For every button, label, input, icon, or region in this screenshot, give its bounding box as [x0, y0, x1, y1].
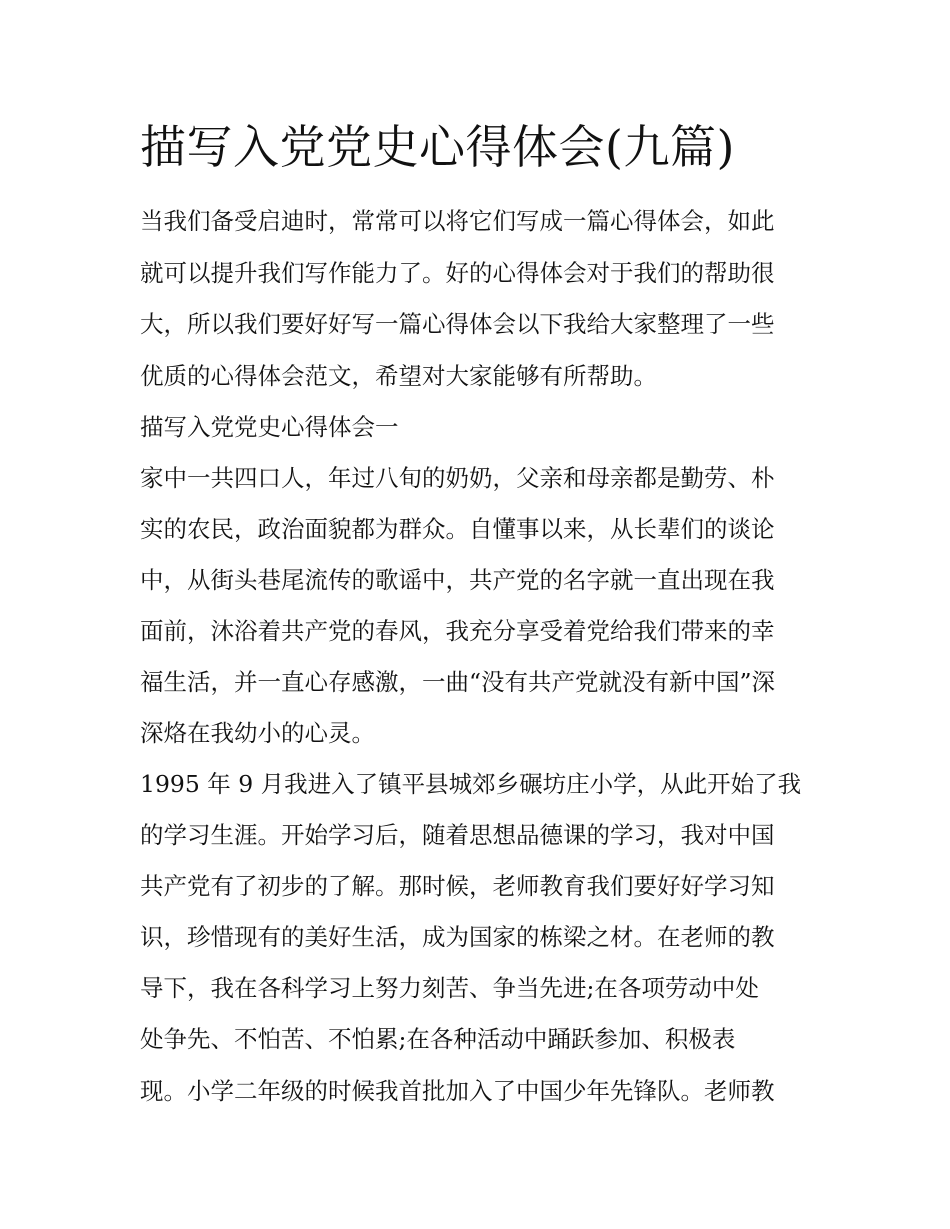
text-line: 识，珍惜现有的美好生活，成为国家的栋梁之材。在老师的教	[140, 923, 775, 951]
text-line: 现。小学二年级的时候我首批加入了中国少年先锋队。老师教	[140, 1077, 775, 1105]
text-line: 当我们备受启迪时，常常可以将它们写成一篇心得体会，如此	[140, 207, 775, 235]
text-line: 就可以提升我们写作能力了。好的心得体会对于我们的帮助很	[140, 259, 775, 287]
text-line: 深烙在我幼小的心灵。	[140, 719, 375, 747]
section-heading: 描写入党党史心得体会一	[140, 413, 399, 441]
text-line: 中，从街头巷尾流传的歌谣中，共产党的名字就一直出现在我	[140, 566, 775, 594]
text-line: 共产党有了初步的了解。那时候，老师教育我们要好好学习知	[140, 872, 775, 900]
text-line: 1995 年 9 月我进入了镇平县城郊乡碾坊庄小学，从此开始了我	[140, 770, 802, 798]
text-line: 的学习生涯。开始学习后，随着思想品德课的学习，我对中国	[140, 821, 775, 849]
text-line: 导下，我在各科学习上努力刻苦、争当先进;在各项劳动中处	[140, 974, 759, 1002]
text-line: 家中一共四口人，年过八旬的奶奶，父亲和母亲都是勤劳、朴	[140, 464, 775, 492]
text-line: 优质的心得体会范文，希望对大家能够有所帮助。	[140, 362, 657, 390]
text-line: 大，所以我们要好好写一篇心得体会以下我给大家整理了一些	[140, 310, 775, 338]
text-line: 处争先、不怕苦、不怕累;在各种活动中踊跃参加、积极表	[140, 1025, 736, 1053]
text-line: 福生活，并一直心存感激，一曲“没有共产党就没有新中国”深	[140, 668, 776, 696]
text-line: 实的农民，政治面貌都为群众。自懂事以来，从长辈们的谈论	[140, 515, 775, 543]
document-title: 描写入党党史心得体会(九篇)	[140, 120, 735, 174]
text-line: 面前，沐浴着共产党的春风，我充分享受着党给我们带来的幸	[140, 617, 775, 645]
